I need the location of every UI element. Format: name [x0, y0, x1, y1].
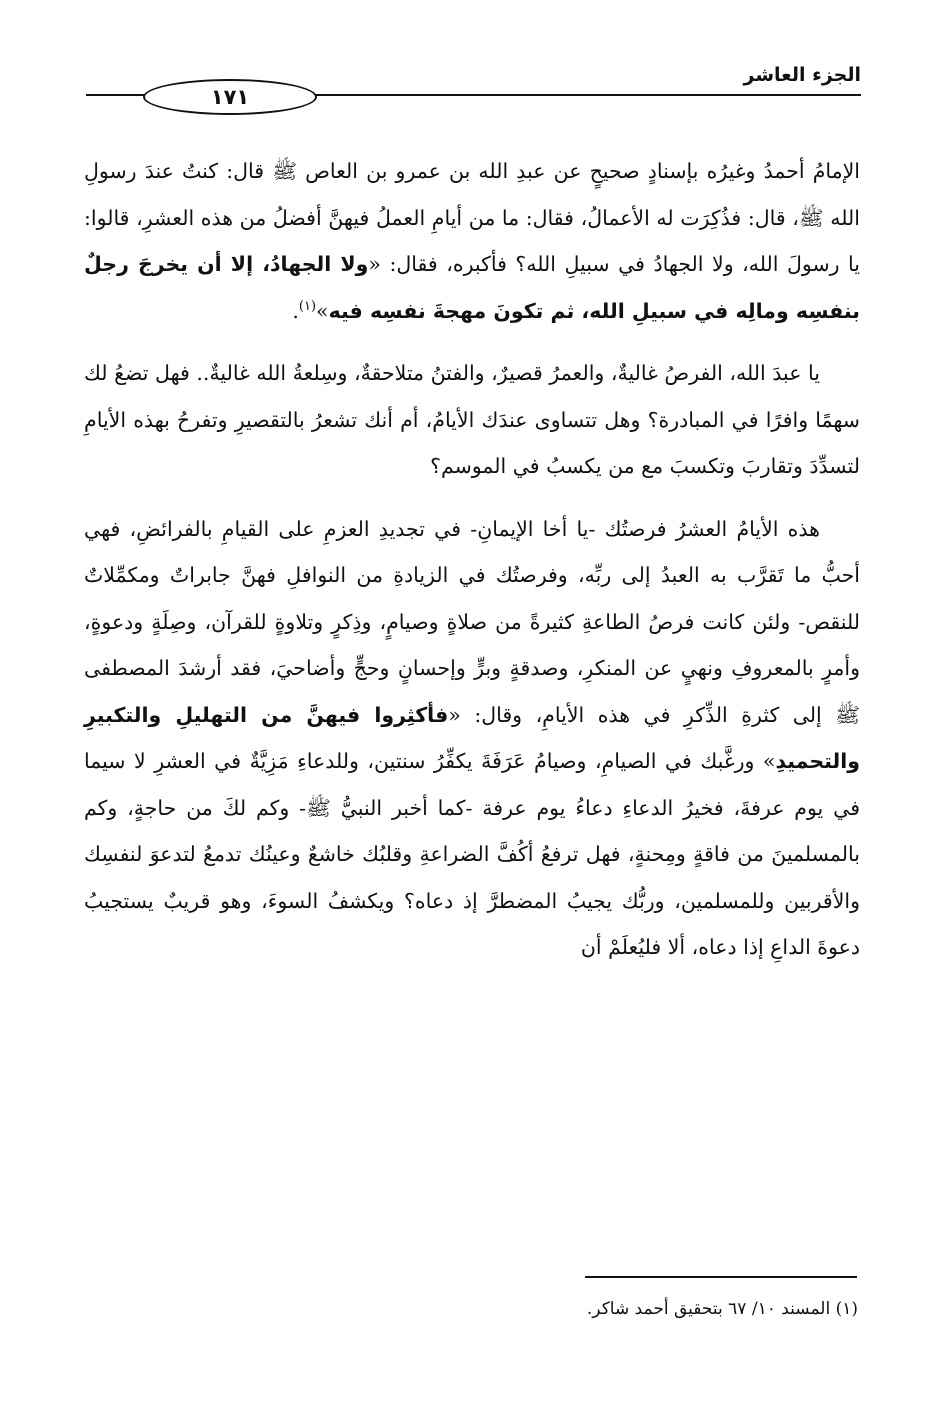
quote-close: »	[316, 298, 329, 323]
hadith-quote: فأكثِروا فيهنَّ من التهليلِ والتكبيرِ والتحميدِ	[84, 702, 860, 773]
hadith-quote: ولا الجهادُ، إلا أن يخرجَ رجلٌ بنفسِه ومالِه في سبيلِ الله، ثم تكونَ مهجةَ نفسِه فيه	[84, 252, 860, 323]
paragraph-hadith	[84, 148, 860, 334]
sentence-end: .	[292, 298, 299, 323]
footnote-marker: (١)	[298, 298, 317, 314]
paragraph-text: هذه الأيامُ العشرُ فرصتُك -يا أخا الإيمانِ- في تجديدِ العزمِ على القيامِ بالفرائضِ، فهي أحبُّ ما تَقرَّب به العبدُ إلى ربِّه، وفرصتُك في الزيادةِ من النوافلِ فهنَّ جابراتٌ ومكمِّلاتٌ للنقص- ولئن كانت فرصُ الطاعةِ كثيرةً من صلاةٍ وصيامٍ، وذِكرٍ وتلاوةٍ للقرآن، وصِلَةٍ ودعوةٍ، وأمرٍ بالمعروفِ ونهيٍ عن المنكرِ، وصدقةٍ وبرٍّ وإحسانٍ وحجٍّ وأضاحيَ، فقد أرشدَ المصطفى ﷺ إلى كثرةِ الذِّكرِ في هذه الأيامِ، وقال: «	[84, 516, 860, 727]
footnote-rule	[585, 1276, 857, 1278]
page-header	[86, 62, 861, 117]
paragraph-ten-days	[84, 506, 860, 971]
main-text	[84, 148, 860, 987]
page-number-badge: ١٧١	[143, 79, 317, 115]
paragraph-text: » ورغَّبك في الصيامِ، وصيامُ عَرَفَةَ يكفِّرُ سنتين، وللدعاءِ مَزِيَّةٌ في العشرِ لا سيما في يوم عرفةَ، فخيرُ الدعاءِ دعاءُ يوم عرفة -كما أخبر النبيُّ ﷺ- وكم لكَ من حاجةٍ، وكم بالمسلمينَ من فاقةٍ ومِحنةٍ، فهل ترفعُ أكُفَّ الضراعةِ وقلبُك خاشعٌ وعينُك تدمعُ لتدعوَ لنفسِك والأقربين وللمسلمين، وربُّك يجيبُ المضطرَّ إذ دعاه؟ ويكشفُ السوءَ، وهو قريبٌ يستجيبُ دعوةَ الداعِ إذا دعاه، ألا فليُعلَمْ أن	[84, 749, 860, 959]
paragraph-text: الإمامُ أحمدُ وغيرُه بإسنادٍ صحيحٍ عن عبدِ الله بن عمرو بن العاص ﷺ قال: كنتُ عندَ رسولِ الله ﷺ، قال: فذُكِرَت له الأعمالُ، فقال: ما من أيامِ العملُ فيهنَّ أفضلُ من هذه العشرِ، قالوا: يا رسولَ الله، ولا الجهادُ في سبيلِ الله؟ فأكبره، فقال: «	[84, 159, 860, 276]
footnote: (١) المسند ١٠/ ٦٧ بتحقيق أحمد شاكر.	[586, 1299, 858, 1319]
paragraph-opportunities: يا عبدَ الله، الفرصُ غاليةٌ، والعمرُ قصيرٌ، والفتنُ متلاحقةٌ، وسِلعةُ الله غاليةٌ.. فهل تضعُ لك سهمًا وافرًا في المبادرة؟ وهل تتساوى عندَك الأيامُ، أم أنك تشعرُ بالتقصيرِ وتفرحُ بهذه الأيامِ لتسدِّدَ وتقاربَ وتكسبَ مع من يكسبُ في الموسم؟	[84, 361, 860, 478]
running-title: الجزء العاشر	[743, 64, 861, 86]
